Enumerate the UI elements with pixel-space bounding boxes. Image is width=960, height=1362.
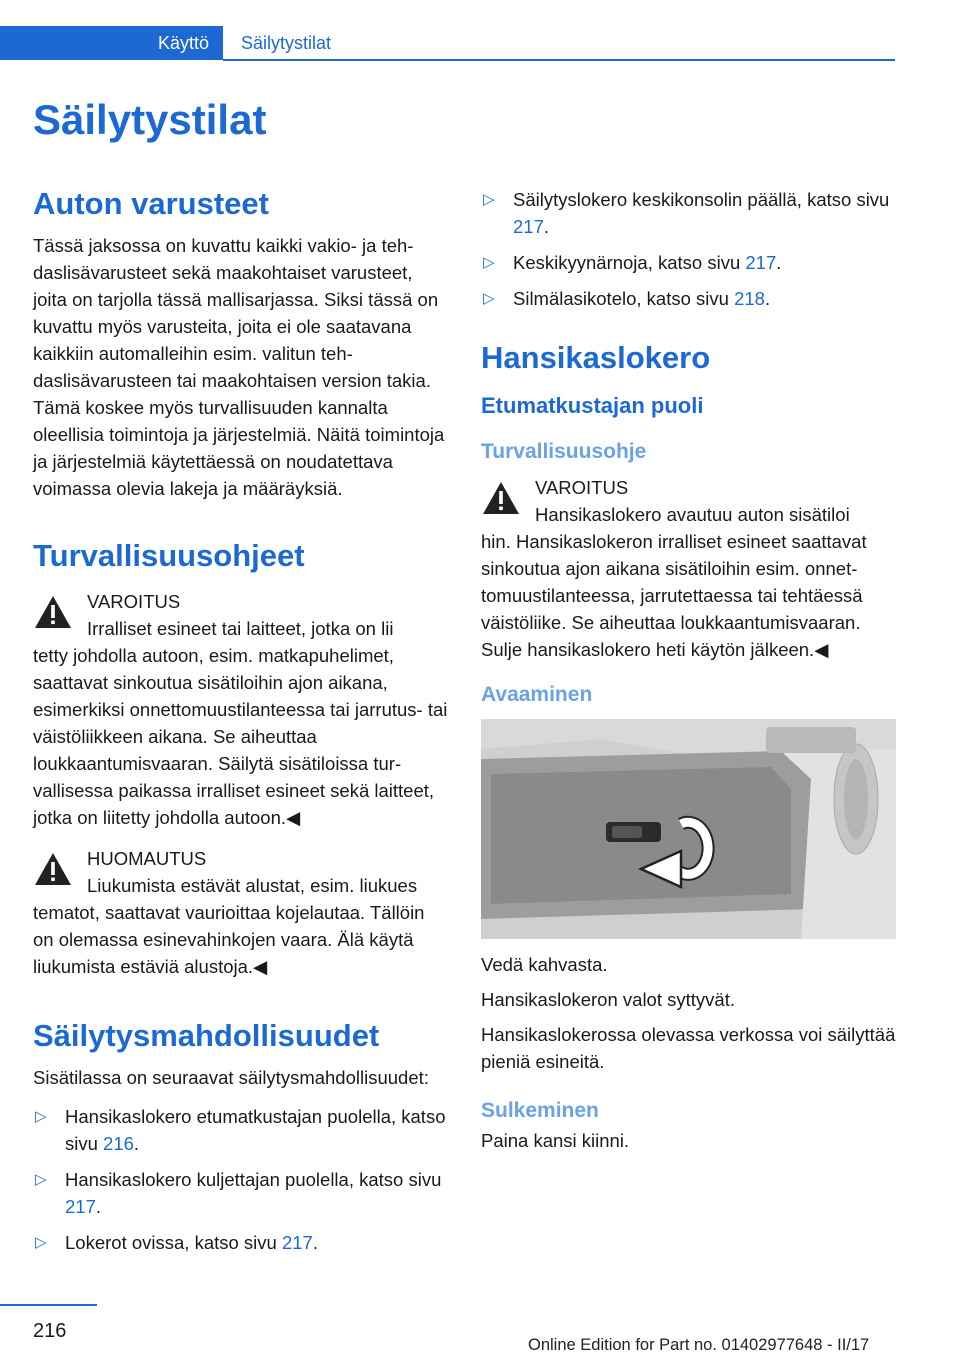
warning-text: hin. Hansikaslokeron irralliset esineet saattavat sinkoutua ajon aikana sisätiloihin esim. onnettomuustilanteessa, jarrutettaessa tai tehtäessä väistöliike. Se aiheuttaa loukkaantumisvaaran. Sulje hansikaslokero heti käytön jälkeen.◀ xyxy=(481,531,867,660)
warning-label: VAROITUS xyxy=(535,477,629,498)
page-link[interactable]: 216 xyxy=(103,1133,134,1154)
section-title-auton-varusteet: Auton varusteet xyxy=(33,186,269,221)
edition-text: Online Edition for Part no. 01402977648 - II/17 xyxy=(528,1336,870,1354)
list-item: ▷ Säilytyslokero keskikonsolin päällä, katso sivu 217. xyxy=(481,186,896,240)
page-link[interactable]: 217 xyxy=(745,252,777,273)
warning-triangle-icon xyxy=(33,851,73,887)
bullet-triangle-icon: ▷ xyxy=(35,1234,47,1251)
list-item-text: Hansikaslokero etumatkustajan puolella, katso sivu xyxy=(65,1106,446,1154)
notice-label: HUOMAUTUS xyxy=(87,848,207,869)
page-number: 216 xyxy=(33,1320,67,1342)
subheading-turvallisuusohje: Turvallisuusohje xyxy=(481,440,647,463)
header-rule xyxy=(223,59,895,61)
notice-text-first-line: Liukumista estävät alustat, esim. liukues xyxy=(87,875,418,896)
page-link[interactable]: 217 xyxy=(513,216,544,237)
warning-text-first-line: Irralliset esineet tai laitteet, jotka on lii xyxy=(87,618,394,639)
list-item: ▷ Keskikyynärnoja, katso sivu 217. xyxy=(481,249,896,276)
warning-triangle-icon xyxy=(481,480,521,516)
page-link[interactable]: 218 xyxy=(734,288,765,309)
warning-triangle-icon xyxy=(33,594,73,630)
section-title-sailytysmahdollisuudet: Säilytysmahdollisuudet xyxy=(33,1018,380,1053)
list-item: ▷ Hansikaslokero kuljettajan puolella, katso sivu 217. xyxy=(33,1166,448,1220)
page-link[interactable]: 217 xyxy=(281,1232,313,1253)
tab-sailytystilat[interactable]: Säilytystilat xyxy=(241,33,332,53)
open-step-1: Vedä kahvasta. xyxy=(481,954,608,975)
bullet-triangle-icon: ▷ xyxy=(483,290,495,307)
warning-text-first-line: Hansikaslokero avautuu auton sisätiloi xyxy=(535,504,850,525)
footer-rule xyxy=(0,1304,97,1306)
storage-list-right xyxy=(481,186,896,312)
page-link[interactable]: 217 xyxy=(65,1196,96,1217)
header-tabs xyxy=(0,26,895,62)
bullet-triangle-icon: ▷ xyxy=(35,1108,47,1125)
open-step-3: Hansikaslokerossa olevassa verkossa voi säilyttää pieniä esineitä. xyxy=(481,1024,896,1072)
list-item-text: Silmälasikotelo, katso sivu xyxy=(513,288,735,309)
section-title-hansikaslokero: Hansikaslokero xyxy=(481,340,711,375)
list-item-text: Hansikaslokero kuljettajan puolella, katso sivu xyxy=(65,1169,442,1190)
page-title: Säilytystilat xyxy=(33,96,267,143)
notice-text: tematot, saattavat vaurioittaa kojelautaa. Tällöin on olemassa esinevahinkojen vaara. Älä käytä liukumista estäviä alustoja.◀ xyxy=(33,902,425,977)
tab-kaytto[interactable]: Käyttö xyxy=(0,26,223,60)
storage-list-left xyxy=(33,1103,448,1256)
bullet-triangle-icon: ▷ xyxy=(35,1171,47,1188)
bullet-triangle-icon: ▷ xyxy=(483,191,495,208)
list-item-text: Säilytyslokero keskikonsolin päällä, katso sivu xyxy=(513,189,890,210)
subheading-sulkeminen: Sulkeminen xyxy=(481,1099,599,1122)
section-title-turvallisuusohjeet: Turvallisuusohjeet xyxy=(33,538,305,573)
glovebox-photo xyxy=(481,719,896,939)
left-column xyxy=(33,186,448,1265)
notice-block xyxy=(33,845,448,980)
warning-label: VAROITUS xyxy=(87,591,181,612)
intro-paragraph: Tässä jaksossa on kuvattu kaikki vakio- ja tehdaslisävarusteet sekä maakohtaiset varusteet, joita on tarjolla tässä mallisarjassa. Siksi tässä on kuvattu myös varusteita, joita ei ole saatavana kaikkiin automalleihin esim. valitun tehdaslisävarusteen tai maakohtaisen version takia. Tämä koskee myös turvallisuuden kannalta oleellisia toimintoja ja järjestelmiä. Näitä toimintoja ja järjestelmiä käytettäessä on noudatettava voimassa olevia lakeja ja määräyksiä. xyxy=(33,235,445,499)
bullet-triangle-icon: ▷ xyxy=(483,254,495,271)
list-item: ▷ Silmälasikotelo, katso sivu 218. xyxy=(481,285,896,312)
list-item-text: Keskikyynärnoja, katso sivu xyxy=(513,252,746,273)
warning-text: tetty johdolla autoon, esim. matkapuhelimet, saattavat sinkoutua sisätiloihin ajon aikana, esimerkiksi onnettomuustilanteessa tai jarrutus- tai väistöliikkeen aikana. Se aiheuttaa loukkaantumisvaaran. Säilytä sisätiloissa turvallisessa paikassa irralliset esineet sekä laitteet, jotka on liitetty johdolla autoon.◀ xyxy=(33,645,448,828)
list-item: ▷ Hansikaslokero etumatkustajan puolella, katso sivu 216. xyxy=(33,1103,448,1157)
subheading-avaaminen: Avaaminen xyxy=(481,683,593,706)
warning-block-1 xyxy=(33,588,448,831)
close-step: Paina kansi kiinni. xyxy=(481,1130,630,1151)
storage-intro: Sisätilassa on seuraavat säilytysmahdollisuudet: xyxy=(33,1067,429,1088)
list-item: ▷ Lokerot ovissa, katso sivu 217. xyxy=(33,1229,448,1256)
subsection-title-etumatkustajan-puoli: Etumatkustajan puoli xyxy=(481,393,704,418)
list-item-text: Lokerot ovissa, katso sivu xyxy=(65,1232,282,1253)
warning-block-2 xyxy=(481,474,896,663)
open-step-2: Hansikaslokeron valot syttyvät. xyxy=(481,989,735,1010)
right-column xyxy=(481,186,896,1154)
